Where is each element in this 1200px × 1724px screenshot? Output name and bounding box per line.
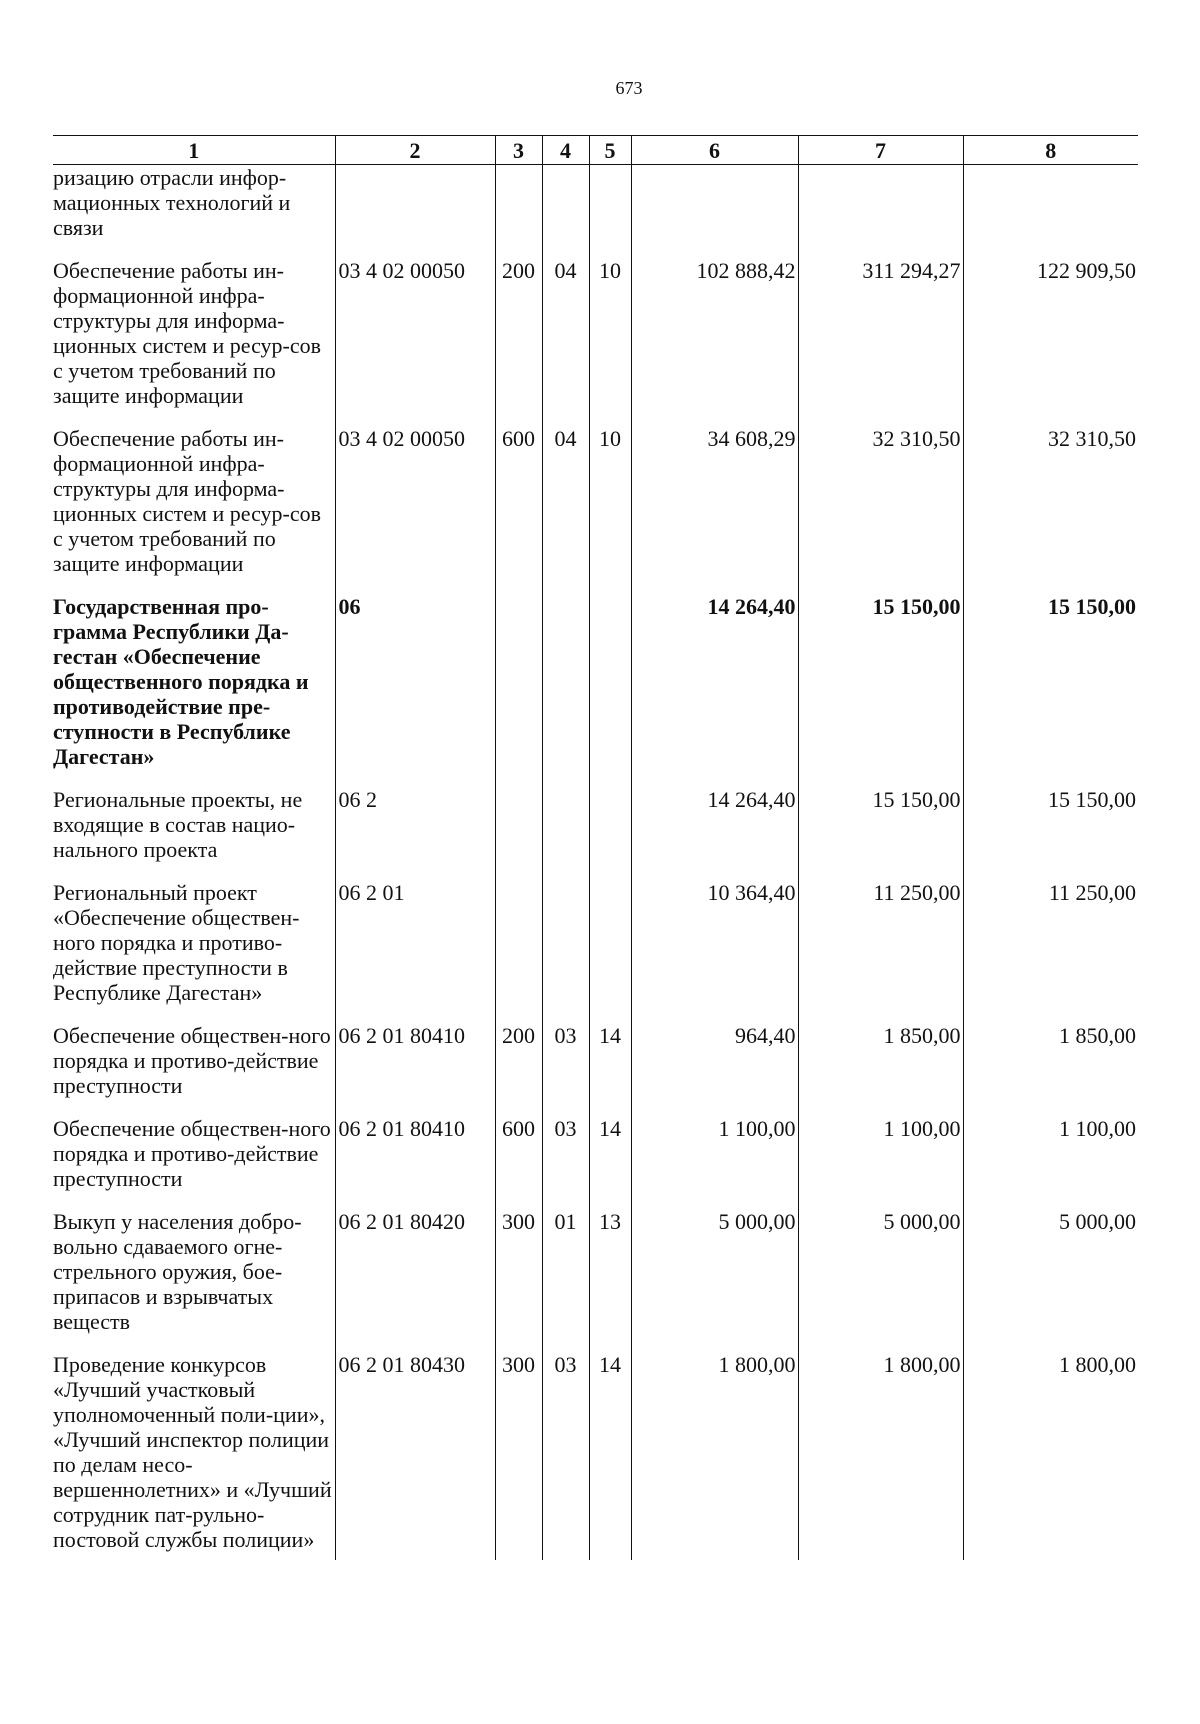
row-col-4: 04 — [542, 426, 589, 594]
header-col-4: 4 — [542, 136, 589, 165]
row-value-8: 1 800,00 — [963, 1352, 1138, 1560]
row-col-3: 600 — [495, 1116, 542, 1209]
row-col-4 — [542, 594, 589, 787]
row-col-4: 01 — [542, 1209, 589, 1352]
row-col-4 — [542, 787, 589, 880]
row-col-4 — [542, 165, 589, 259]
row-col-4 — [542, 880, 589, 1023]
row-col-3: 200 — [495, 258, 542, 426]
table-row — [53, 1352, 1138, 1560]
row-value-8: 15 150,00 — [963, 787, 1138, 880]
row-col-5 — [589, 165, 631, 259]
budget-table — [53, 135, 1138, 1560]
row-code: 03 4 02 00050 — [335, 258, 495, 426]
row-col-3: 200 — [495, 1023, 542, 1116]
row-value-6: 964,40 — [631, 1023, 798, 1116]
row-value-7: 32 310,50 — [798, 426, 963, 594]
row-value-8: 11 250,00 — [963, 880, 1138, 1023]
header-col-2: 2 — [335, 136, 495, 165]
row-code: 06 2 01 80410 — [335, 1023, 495, 1116]
row-name: Обеспечение работы ин-формационной инфра-структуры для информа-ционных систем и ресур-сов с учетом требований по защите информации — [53, 258, 335, 426]
header-col-7: 7 — [798, 136, 963, 165]
table-row — [53, 1209, 1138, 1352]
table-row-program — [53, 594, 1138, 787]
row-code: 06 2 — [335, 787, 495, 880]
row-col-5: 13 — [589, 1209, 631, 1352]
page-number: 673 — [615, 78, 643, 98]
header-col-1: 1 — [53, 136, 335, 165]
row-name: Государственная про-грамма Республики Да-гестан «Обеспечение общественного порядка и противодействие пре-ступности в Республике Дагестан» — [53, 594, 335, 787]
row-value-8: 1 850,00 — [963, 1023, 1138, 1116]
row-value-7: 15 150,00 — [798, 787, 963, 880]
row-col-5 — [589, 880, 631, 1023]
row-code — [335, 165, 495, 259]
row-value-8: 15 150,00 — [963, 594, 1138, 787]
row-value-6: 102 888,42 — [631, 258, 798, 426]
table-row — [53, 880, 1138, 1023]
row-value-7: 11 250,00 — [798, 880, 963, 1023]
table-row — [53, 165, 1138, 259]
row-value-7: 311 294,27 — [798, 258, 963, 426]
row-col-5: 14 — [589, 1116, 631, 1209]
row-name: Обеспечение обществен-ного порядка и противо-действие преступности — [53, 1116, 335, 1209]
row-name: Региональные проекты, не входящие в состав нацио-нального проекта — [53, 787, 335, 880]
row-col-5: 14 — [589, 1352, 631, 1560]
row-code: 06 2 01 80410 — [335, 1116, 495, 1209]
table-row — [53, 787, 1138, 880]
row-code: 06 — [335, 594, 495, 787]
row-value-6: 14 264,40 — [631, 594, 798, 787]
row-col-5 — [589, 594, 631, 787]
row-code: 06 2 01 80430 — [335, 1352, 495, 1560]
row-value-8: 122 909,50 — [963, 258, 1138, 426]
row-col-5: 10 — [589, 426, 631, 594]
header-col-6: 6 — [631, 136, 798, 165]
row-col-5: 14 — [589, 1023, 631, 1116]
header-row — [53, 136, 1138, 165]
row-name: Проведение конкурсов «Лучший участковый уполномоченный поли-ции», «Лучший инспектор полиции по делам несо-вершеннолетних» и «Лучший сотрудник пат-рульно-постовой службы полиции» — [53, 1352, 335, 1560]
row-value-8 — [963, 165, 1138, 259]
row-value-6: 34 608,29 — [631, 426, 798, 594]
row-code: 03 4 02 00050 — [335, 426, 495, 594]
row-value-8: 1 100,00 — [963, 1116, 1138, 1209]
row-col-5 — [589, 787, 631, 880]
row-value-6: 10 364,40 — [631, 880, 798, 1023]
row-col-4: 03 — [542, 1352, 589, 1560]
row-name: Обеспечение обществен-ного порядка и противо-действие преступности — [53, 1023, 335, 1116]
row-value-6: 5 000,00 — [631, 1209, 798, 1352]
row-value-6: 14 264,40 — [631, 787, 798, 880]
row-value-7: 5 000,00 — [798, 1209, 963, 1352]
row-value-7: 15 150,00 — [798, 594, 963, 787]
row-value-7 — [798, 165, 963, 259]
table-row — [53, 426, 1138, 594]
row-code: 06 2 01 — [335, 880, 495, 1023]
table-row — [53, 1116, 1138, 1209]
table-row — [53, 258, 1138, 426]
row-name: ризацию отрасли инфор-мационных технологий и связи — [53, 165, 335, 259]
row-value-6 — [631, 165, 798, 259]
row-col-4: 04 — [542, 258, 589, 426]
header-col-8: 8 — [963, 136, 1138, 165]
row-value-8: 32 310,50 — [963, 426, 1138, 594]
row-col-3 — [495, 880, 542, 1023]
row-col-3: 300 — [495, 1352, 542, 1560]
header-col-5: 5 — [589, 136, 631, 165]
row-col-4: 03 — [542, 1116, 589, 1209]
row-col-3: 300 — [495, 1209, 542, 1352]
row-value-6: 1 800,00 — [631, 1352, 798, 1560]
row-value-8: 5 000,00 — [963, 1209, 1138, 1352]
row-name: Региональный проект «Обеспечение обществен-ного порядка и противо-действие преступности в Республике Дагестан» — [53, 880, 335, 1023]
row-value-7: 1 800,00 — [798, 1352, 963, 1560]
row-col-3 — [495, 787, 542, 880]
row-name: Выкуп у населения добро-вольно сдаваемого огне-стрельного оружия, бое-припасов и взрывчатых веществ — [53, 1209, 335, 1352]
row-col-3: 600 — [495, 426, 542, 594]
table-row — [53, 1023, 1138, 1116]
row-name: Обеспечение работы ин-формационной инфра-структуры для информа-ционных систем и ресур-сов с учетом требований по защите информации — [53, 426, 335, 594]
row-value-6: 1 100,00 — [631, 1116, 798, 1209]
row-col-3 — [495, 594, 542, 787]
row-value-7: 1 850,00 — [798, 1023, 963, 1116]
row-value-7: 1 100,00 — [798, 1116, 963, 1209]
row-col-5: 10 — [589, 258, 631, 426]
row-col-3 — [495, 165, 542, 259]
row-col-4: 03 — [542, 1023, 589, 1116]
row-code: 06 2 01 80420 — [335, 1209, 495, 1352]
header-col-3: 3 — [495, 136, 542, 165]
